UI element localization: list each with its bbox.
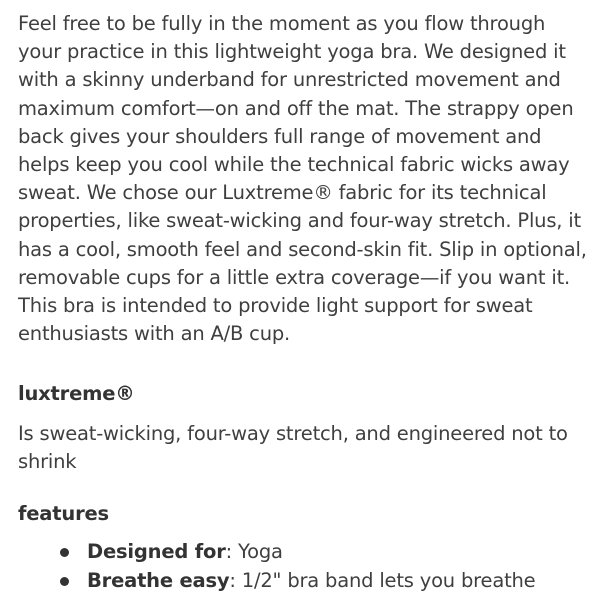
- list-item: [0, 567, 600, 596]
- bullet-icon: [60, 548, 69, 557]
- feature-name: Breathe easy: [87, 568, 230, 592]
- feature-separator: :: [225, 540, 238, 563]
- feature-name: Designed for: [87, 540, 226, 563]
- features-list: [0, 538, 600, 595]
- feature-value: 1/2" bra band lets you breathe: [241, 568, 536, 592]
- feature-value: Yoga: [238, 540, 283, 563]
- product-description: Feel free to be fully in the moment as you flow through your practice in this lightweight yoga bra. We designed it with a skinny underband for unrestricted movement and maximum comfort—on and off the mat. The strappy open back gives your shoulders full range of movement and helps keep you cool while the technical fabric wicks away sweat. We chose our Luxtreme® fabric for its technical properties, like sweat-wicking and four-way stretch. Plus, it has a cool, smooth feel and second-skin fit. Slip in optional, removable cups for a little extra coverage—if you want it. This bra is intended to provide light support for sweat enthusiasts with an A/B cup.: [18, 12, 587, 346]
- bullet-icon: [60, 577, 69, 586]
- features-heading: features: [18, 502, 109, 525]
- list-item: [0, 538, 600, 567]
- luxtreme-heading: luxtreme®: [18, 382, 135, 405]
- luxtreme-description: Is sweat-wicking, four-way stretch, and engineered not to shrink: [18, 422, 568, 474]
- feature-separator: :: [229, 568, 242, 592]
